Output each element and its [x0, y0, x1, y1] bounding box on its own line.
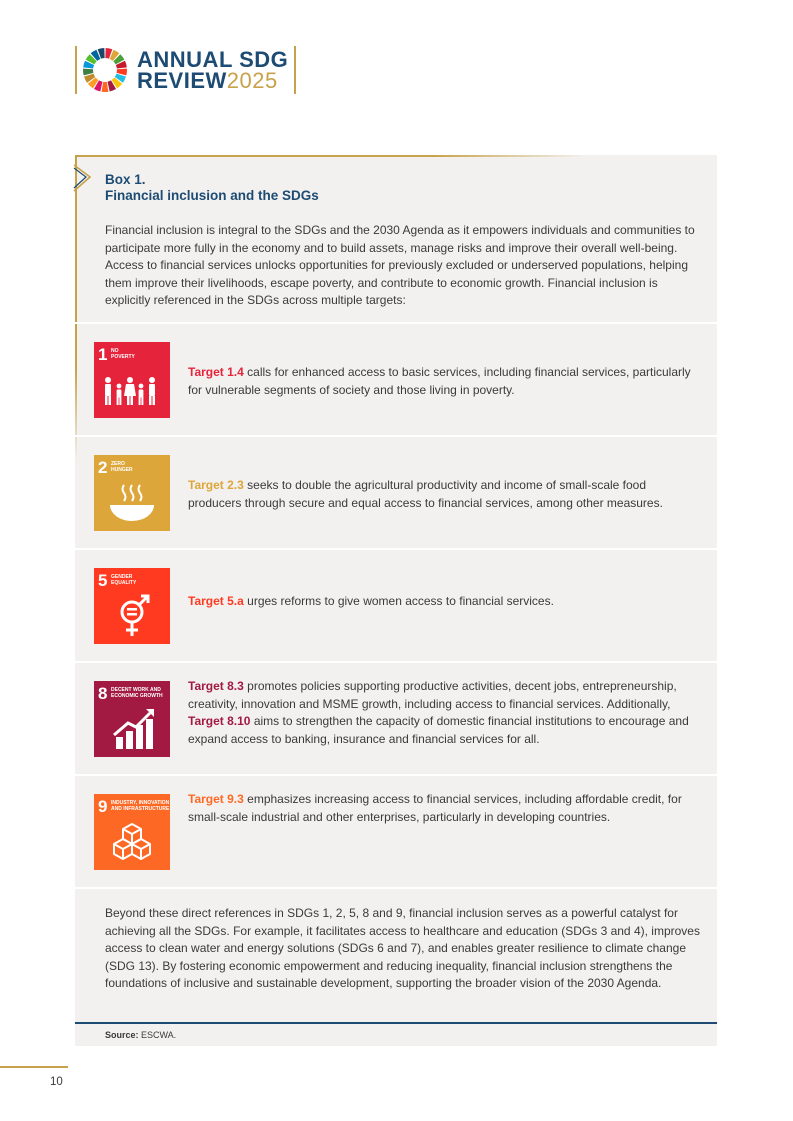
page-number: 10: [50, 1076, 63, 1088]
chevron-right-icon: [73, 164, 93, 194]
target-label-secondary: Target 8.10: [188, 714, 251, 729]
box-number: Box 1.: [105, 172, 146, 187]
sdg-number: 1: [98, 345, 108, 364]
sdg-label: ZERO HUNGER: [111, 461, 133, 473]
box-title: Financial inclusion and the SDGs: [105, 188, 319, 203]
target-text: Target 5.a urges reforms to give women access to financial services.: [188, 594, 554, 608]
sdg-label: NO POVERTY: [111, 348, 135, 360]
target-label: Target 5.a: [188, 594, 244, 608]
logo-title-word: REVIEW: [137, 68, 227, 93]
sdg-wheel-segment: [102, 82, 109, 92]
logo-title-line1: ANNUAL SDG: [137, 47, 289, 72]
target-text: Target 9.3 emphasizes increasing access to financial services, including affordable credit, for small-scale industrial and other enterprises, particularly in developing countries.: [188, 792, 682, 824]
logo-title-year: 2025: [226, 68, 278, 93]
report-logo: [75, 46, 296, 94]
row-divider: [75, 887, 717, 889]
target-label: Target 2.3: [188, 478, 244, 492]
box-outro-paragraph: Beyond these direct references in SDGs 1, 2, 5, 8 and 9, financial inclusion serves as a powerful catalyst for achieving all the SDGs. For example, it facilitates access to healthcare and education (SDGs 3 and 4), improves access to clean water and energy solutions (SDGs 6 and 7), and enables greater resilience to climate change (SDG 13). By fostering economic empowerment and reducing inequality, financial inclusion strengthens the foundations of inclusive and sustainable development, supporting the broader vision of the 2030 Agenda.: [105, 906, 700, 991]
source-note: [105, 1030, 176, 1040]
sdg-label: INDUSTRY, INNOVATION AND INFRASTRUCTURE: [111, 800, 170, 812]
footer-line: [0, 1066, 68, 1068]
logo-left-bar: [75, 46, 77, 94]
target-text: Target 8.3 promotes policies supporting productive activities, decent jobs, entrepreneurship, creativity, innovation and MSME growth, including access to financial services. Additionally, Target 8.10 aims to strengthen the capacity of domestic financial institutions to encourage and expand access to banking, insurance and financial services for all.: [188, 679, 689, 746]
target-label: Target 9.3: [188, 792, 244, 806]
sdg9-tile: [94, 794, 170, 870]
box-top-border: [75, 155, 585, 157]
sdg-label: DECENT WORK AND ECONOMIC GROWTH: [111, 687, 163, 699]
target-row-sdg8: [75, 661, 717, 774]
target-text: Target 2.3 seeks to double the agricultural productivity and income of small-scale food producers through secure and equal access to financial services, among other measures.: [188, 478, 663, 510]
target-row-sdg1: [75, 322, 717, 435]
sdg5-tile: [94, 568, 170, 644]
box-financial-inclusion: [75, 155, 717, 1046]
sdg1-tile: [94, 342, 170, 418]
sdg-label: GENDER EQUALITY: [111, 574, 137, 586]
sdg8-tile: [94, 681, 170, 757]
logo-right-bar: [294, 46, 296, 94]
target-row-sdg5: [75, 548, 717, 661]
sdg-wheel-icon: [82, 47, 128, 93]
source-value: ESCWA.: [138, 1030, 177, 1040]
sdg-number: 9: [98, 797, 108, 816]
source-divider: [75, 1022, 717, 1024]
sdg2-tile: [94, 455, 170, 531]
logo-title-line2: [137, 70, 288, 91]
source-label: Source:: [105, 1030, 139, 1040]
sdg-number: 8: [98, 684, 108, 703]
target-label: Target 1.4: [188, 365, 244, 379]
target-row-sdg2: [75, 435, 717, 548]
target-row-sdg9: [75, 774, 717, 887]
target-label: Target 8.3: [188, 679, 244, 693]
sdg-number: 2: [98, 458, 108, 477]
sdg-number: 5: [98, 571, 108, 590]
target-text: Target 1.4 calls for enhanced access to basic services, including financial services, particularly for vulnerable segments of society and those living in poverty.: [188, 365, 691, 397]
box-intro-paragraph: Financial inclusion is integral to the SDGs and the 2030 Agenda as it empowers individuals and communities to participate more fully in the economy and to build assets, manage risks and improve their overall well-being. Access to financial services unlocks opportunities for previously excluded or underserved populations, helping them improve their livelihoods, escape poverty, and contribute to economic growth. Financial inclusion is explicitly referenced in the SDGs across multiple targets:: [105, 223, 695, 308]
